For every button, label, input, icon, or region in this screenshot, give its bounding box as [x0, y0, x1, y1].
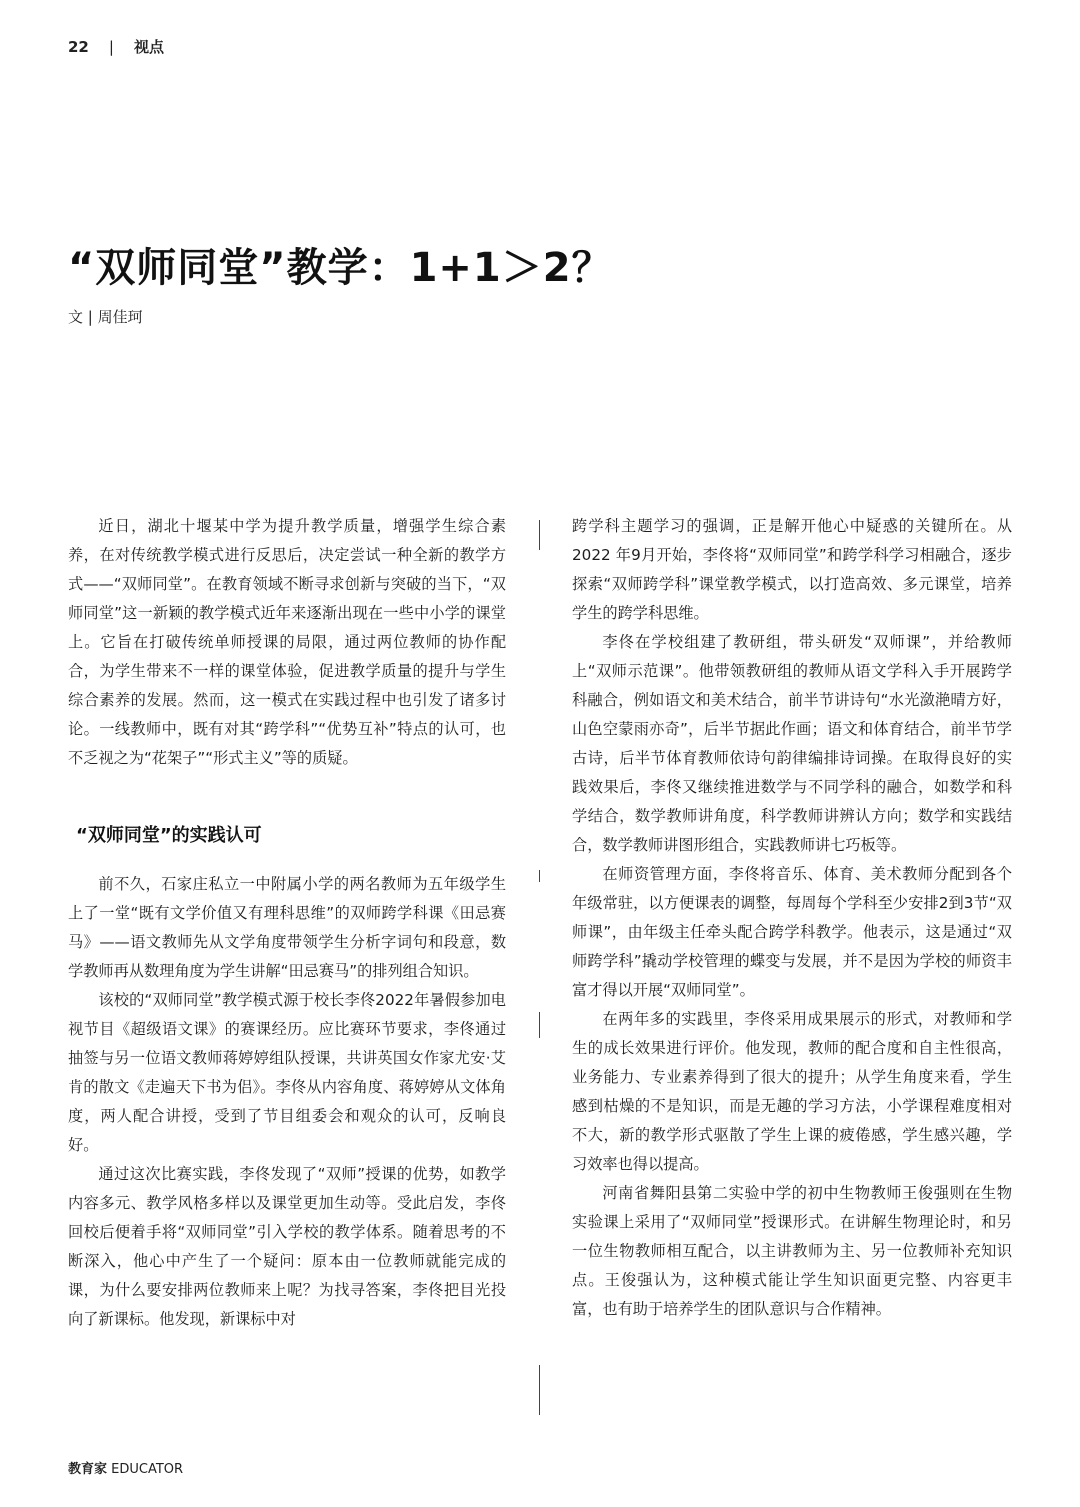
magazine-brand: 教育家	[68, 1462, 108, 1477]
paragraph: 在师资管理方面，李佟将音乐、体育、美术教师分配到各个年级常驻，以方便课表的调整，每周每个学科至少安排2到3节“双师课”，由年级主任牵头配合跨学科教学。他表示，这是通过“双师跨学科”撬动学校管理的蝶变与发展，并不是因为学校的师资丰富才得以开展“双师同堂”。	[572, 865, 1012, 999]
article-title: “双师同堂”教学：1+1＞2？	[68, 245, 613, 291]
magazine-brand-en: EDUCATOR	[111, 1462, 184, 1477]
paragraph: 在两年多的实践里，李佟采用成果展示的形式，对教师和学生的成长效果进行评价。他发现，教师的配合度和自主性很高，业务能力、专业素养得到了很大的提升；从学生角度来看，学生感到枯燥的不是知识，而是无趣的学习方法，小学课程难度相对不大，新的教学形式驱散了学生上课的疲倦感，学生感兴趣，学习效率也得以提高。	[572, 1010, 1012, 1173]
article-byline: 文 | 周佳珂	[68, 308, 143, 326]
right-column	[572, 512, 1012, 1324]
column-divider-mark	[539, 870, 540, 882]
paragraph: 近日，湖北十堰某中学为提升教学质量，增强学生综合素养，在对传统教学模式进行反思后，决定尝试一种全新的教学方式——“双师同堂”。在教育领域不断寻求创新与突破的当下，“双师同堂”这一新颖的教学模式近年来逐渐出现在一些中小学的课堂上。它旨在打破传统单师授课的局限，通过两位教师的协作配合，为学生带来不一样的课堂体验，促进教学质量的提升与学生综合素养的发展。然而，这一模式在实践过程中也引发了诸多讨论。一线教师中，既有对其“跨学科”“优势互补”特点的认可，也不乏视之为“花架子”“形式主义”等的质疑。	[68, 517, 506, 767]
section-heading: “双师同堂”的实践认可	[76, 825, 262, 846]
column-divider-mark	[539, 1365, 540, 1415]
paragraph: 通过这次比赛实践，李佟发现了“双师”授课的优势，如教学内容多元、教学风格多样以及课堂更加生动等。受此启发，李佟回校后便着手将“双师同堂”引入学校的教学体系。随着思考的不断深入，他心中产生了一个疑问：原本由一位教师就能完成的课，为什么要安排两位教师来上呢？为找寻答案，李佟把目光投向了新课标。他发现，新课标中对	[68, 1165, 506, 1328]
left-column	[68, 512, 506, 1334]
page-number: 22	[68, 37, 89, 56]
paragraph: 李佟在学校组建了教研组，带头研发“双师课”，并给教师上“双师示范课”。他带领教研组的教师从语文学科入手开展跨学科融合，例如语文和美术结合，前半节讲诗句“水光潋滟晴方好，山色空蒙雨亦奇”，后半节据此作画；语文和体育结合，前半节学古诗，后半节体育教师依诗句韵律编排诗词操。在取得良好的实践效果后，李佟又继续推进数学与不同学科的融合，如数学和科学结合，数学教师讲角度，科学教师讲辨认方向；数学和实践结合，数学教师讲图形组合，实践教师讲七巧板等。	[572, 633, 1012, 854]
section-label: 视点	[133, 38, 164, 56]
page-header	[68, 36, 164, 57]
paragraph: 河南省舞阳县第二实验中学的初中生物教师王俊强则在生物实验课上采用了“双师同堂”授课形式。在讲解生物理论时，和另一位生物教师相互配合，以主讲教师为主、另一位教师补充知识点。王俊强认为，这种模式能让学生知识面更完整、内容更丰富，也有助于培养学生的团队意识与合作精神。	[572, 1184, 1012, 1318]
paragraph: 该校的“双师同堂”教学模式源于校长李佟2022年暑假参加电视节目《超级语文课》的赛课经历。应比赛环节要求，李佟通过抽签与另一位语文教师蒋婷婷组队授课，共讲英国女作家尤安·艾肯的散文《走遍天下书为侣》。李佟从内容角度、蒋婷婷从文体角度，两人配合讲授，受到了节目组委会和观众的认可，反响良好。	[68, 991, 506, 1154]
header-separator: |	[108, 37, 114, 56]
paragraph: 跨学科主题学习的强调，正是解开他心中疑惑的关键所在。从 2022 年9月开始，李佟将“双师同堂”和跨学科学习相融合，逐步探索“双师跨学科”课堂教学模式，以打造高效、多元课堂，培养学生的跨学科思维。	[572, 517, 1012, 622]
column-divider-mark	[539, 1012, 540, 1038]
page-footer	[68, 1458, 183, 1477]
column-divider-mark	[539, 520, 540, 550]
paragraph: 前不久，石家庄私立一中附属小学的两名教师为五年级学生上了一堂“既有文学价值又有理科思维”的双师跨学科课《田忌赛马》——语文教师先从文学角度带领学生分析字词句和段意，数学教师再从数理角度为学生讲解“田忌赛马”的排列组合知识。	[68, 875, 506, 980]
